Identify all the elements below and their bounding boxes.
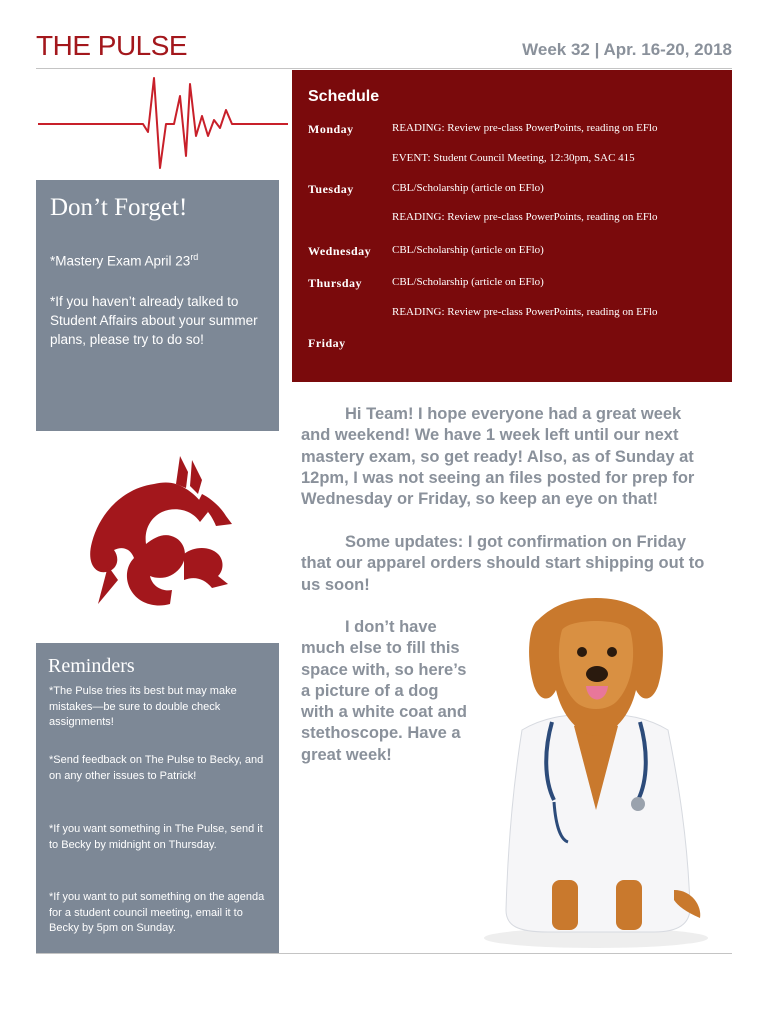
schedule-day: Friday xyxy=(308,336,346,350)
dont-forget-panel xyxy=(36,180,279,431)
schedule-activity: READING: Review pre-class PowerPoints, reading on EFlo xyxy=(392,211,658,223)
dont-forget-item: *If you haven’t already talked to Student Affairs about your summer plans, please try to do so! xyxy=(50,294,258,347)
intro-paragraph: Hi Team! I hope everyone had a great week and weekend! We have 1 week left until our next mastery exam, so get ready! Also, as of Sunday at 12pm, I was not seeing an files posted for prep for Wednesday or Friday, so keep an eye on that! xyxy=(301,405,695,509)
reminder-item: *The Pulse tries its best but may make mistakes—be sure to double check assignments! xyxy=(49,685,237,728)
schedule-activity: READING: Review pre-class PowerPoints, reading on EFlo xyxy=(392,122,658,134)
schedule-day: Wednesday xyxy=(308,244,372,258)
newsletter-title: THE PULSE xyxy=(36,30,188,61)
ordinal-suffix: rd xyxy=(190,252,199,262)
schedule-activity: READING: Review pre-class PowerPoints, reading on EFlo xyxy=(392,306,658,318)
heartbeat-line-icon xyxy=(38,76,288,176)
schedule-day: Tuesday xyxy=(308,182,354,196)
schedule-day: Monday xyxy=(308,122,354,136)
schedule-activity: CBL/Scholarship (article on EFlo) xyxy=(392,244,544,256)
schedule-activity: CBL/Scholarship (article on EFlo) xyxy=(392,276,544,288)
closing-paragraph: I don’t have much else to fill this space with, so here’s a picture of a dog with a white coat and stethoscope. Have a great week! xyxy=(301,618,467,764)
schedule-activity: CBL/Scholarship (article on EFlo) xyxy=(392,182,544,194)
schedule-activity: EVENT: Student Council Meeting, 12:30pm, SAC 415 xyxy=(392,152,635,164)
schedule-day: Thursday xyxy=(308,276,363,290)
footer-divider xyxy=(36,953,732,954)
schedule-heading: Schedule xyxy=(308,88,380,105)
mastery-exam-text: *Mastery Exam April 23 xyxy=(50,253,191,269)
schedule-panel xyxy=(292,70,732,382)
cougar-head-logo xyxy=(84,454,234,609)
dont-forget-heading: Don’t Forget! xyxy=(50,194,188,221)
reminders-panel xyxy=(36,643,279,953)
week-date: Week 32 | Apr. 16-20, 2018 xyxy=(522,40,732,59)
dog-doctor-photo xyxy=(478,590,732,952)
reminder-item: *If you want to put something on the agenda for a student council meeting, email it to Becky by 5pm on Sunday. xyxy=(49,891,265,934)
dont-forget-item xyxy=(50,248,268,271)
updates-paragraph: Some updates: I got confirmation on Friday that our apparel orders should start shipping out to us soon! xyxy=(301,533,705,594)
header-divider xyxy=(36,68,732,69)
reminder-item: *Send feedback on The Pulse to Becky, and on any other issues to Patrick! xyxy=(49,754,264,782)
reminders-heading: Reminders xyxy=(48,655,135,677)
reminder-item: *If you want something in The Pulse, send it to Becky by midnight on Thursday. xyxy=(49,823,263,851)
